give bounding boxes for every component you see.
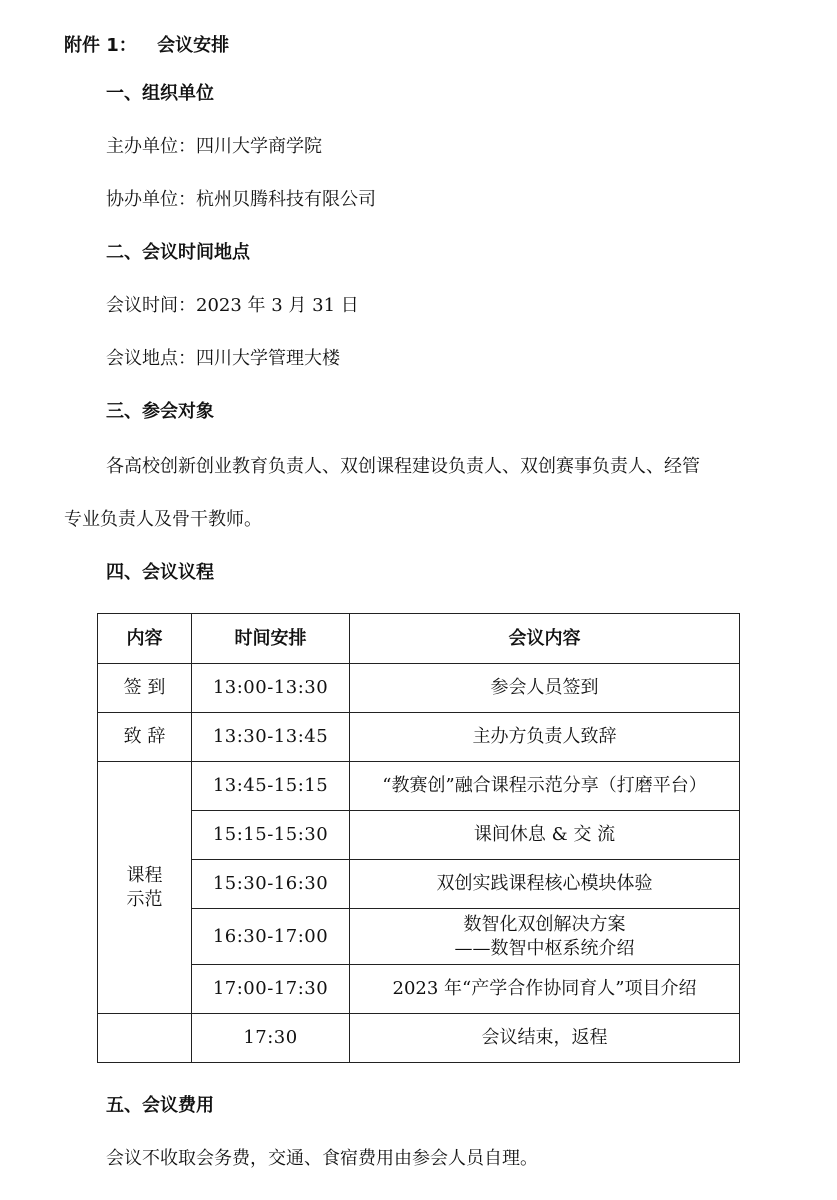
end-category — [98, 1014, 192, 1063]
header-time: 时间安排 — [192, 614, 350, 664]
attendees-line1: 各高校创新创业教育负责人、双创课程建设负责人、双创赛事负责人、经管 — [106, 456, 700, 477]
signin-category: 签 到 — [98, 664, 192, 713]
end-content: 会议结束，返程 — [350, 1014, 740, 1063]
cohost-organization: 协办单位：杭州贝腾科技有限公司 — [106, 189, 376, 210]
speech-time: 13:30-13:45 — [192, 713, 350, 762]
section2-heading: 二、会议时间地点 — [106, 242, 250, 263]
end-time: 17:30 — [192, 1014, 350, 1063]
agenda-table — [97, 613, 740, 1063]
meeting-location: 会议地点：四川大学管理大楼 — [106, 348, 340, 369]
table-header-row — [98, 614, 740, 664]
demo-category-line1: 课程 — [126, 864, 163, 886]
demo-time: 16:30-17:00 — [192, 909, 350, 965]
table-row — [98, 860, 740, 909]
table-row — [98, 811, 740, 860]
header-category: 内容 — [98, 614, 192, 664]
demo-category — [98, 762, 192, 1014]
table-row — [98, 713, 740, 762]
demo-content: 课间休息 & 交 流 — [350, 811, 740, 860]
demo-content: “教赛创”融合课程示范分享（打磨平台） — [350, 762, 740, 811]
attachment-title: 会议安排 — [157, 35, 230, 56]
attendees-line2: 专业负责人及骨干教师。 — [64, 509, 262, 530]
attachment-label: 附件 1： — [64, 35, 137, 56]
attachment-header — [64, 34, 229, 58]
speech-content: 主办方负责人致辞 — [350, 713, 740, 762]
demo-content: 2023 年“产学合作协同育人”项目介绍 — [350, 965, 740, 1014]
host-organization: 主办单位：四川大学商学院 — [106, 136, 322, 157]
table-row — [98, 762, 740, 811]
table-row — [98, 965, 740, 1014]
demo-content — [350, 909, 740, 965]
demo-category-line2: 示范 — [126, 888, 163, 910]
demo-content-line1: 数智化双创解决方案 — [463, 913, 626, 935]
header-content: 会议内容 — [350, 614, 740, 664]
demo-time: 13:45-15:15 — [192, 762, 350, 811]
demo-content: 双创实践课程核心模块体验 — [350, 860, 740, 909]
table-row — [98, 1014, 740, 1063]
table-row — [98, 909, 740, 965]
demo-time: 15:30-16:30 — [192, 860, 350, 909]
table-row — [98, 664, 740, 713]
demo-time: 15:15-15:30 — [192, 811, 350, 860]
section3-heading: 三、参会对象 — [106, 401, 214, 422]
section5-heading: 五、会议费用 — [106, 1095, 214, 1116]
signin-time: 13:00-13:30 — [192, 664, 350, 713]
speech-category: 致 辞 — [98, 713, 192, 762]
meeting-time: 会议时间：2023 年 3 月 31 日 — [106, 295, 359, 316]
section1-heading: 一、组织单位 — [106, 83, 214, 104]
demo-content-line2: ——数智中枢系统介绍 — [454, 937, 635, 959]
demo-time: 17:00-17:30 — [192, 965, 350, 1014]
section4-heading: 四、会议议程 — [106, 562, 214, 583]
fee-text: 会议不收取会务费，交通、食宿费用由参会人员自理。 — [106, 1148, 538, 1169]
signin-content: 参会人员签到 — [350, 664, 740, 713]
